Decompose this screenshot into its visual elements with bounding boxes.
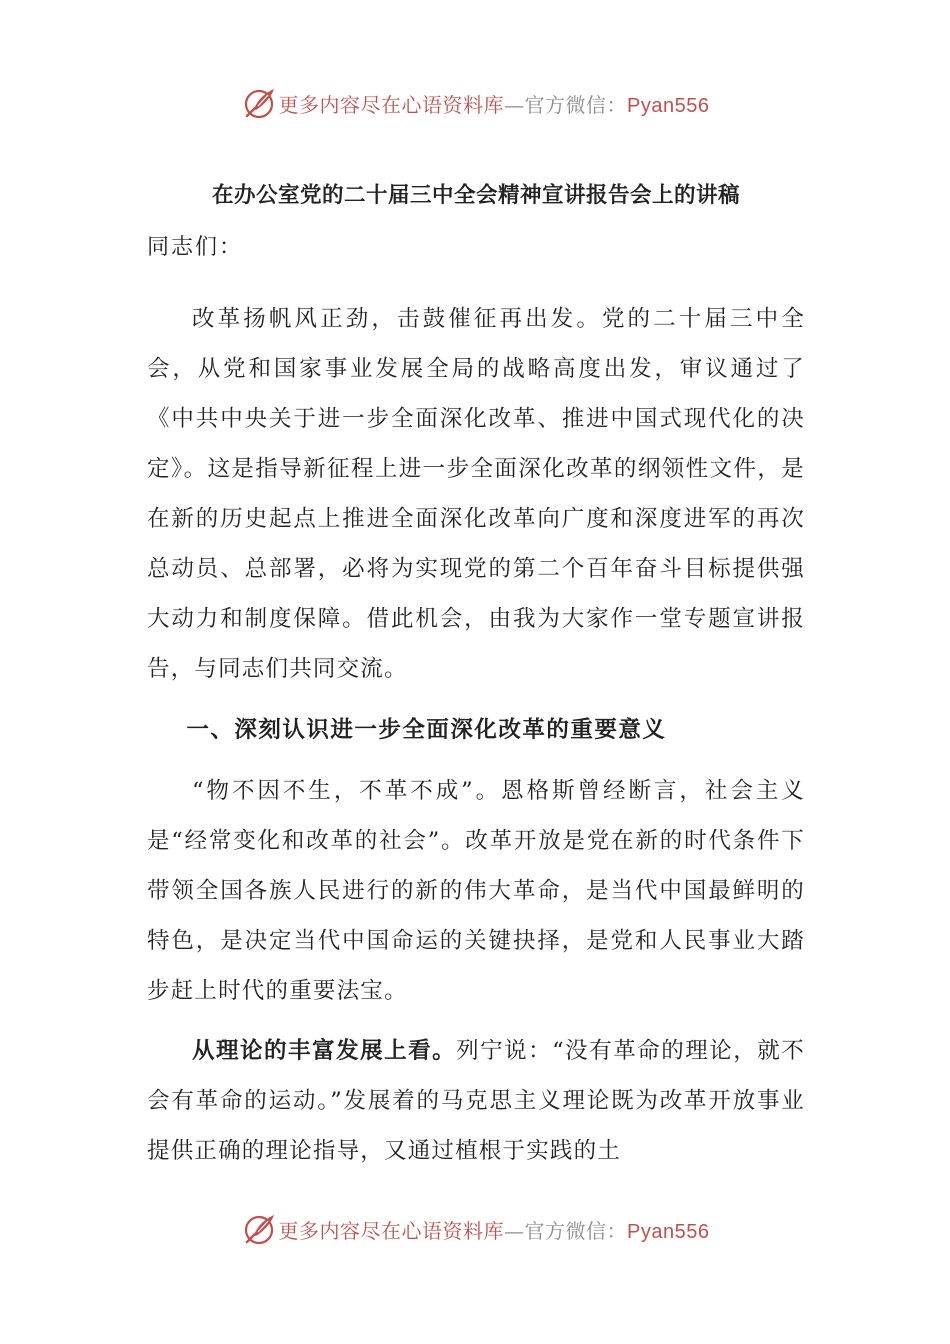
banner-text: [279, 89, 710, 118]
document-title: 在办公室党的二十届三中全会精神宣讲报告会上的讲稿: [211, 183, 740, 208]
header-banner: [0, 81, 950, 125]
banner-wechat-id: Pyan556: [627, 94, 710, 117]
paragraph-intro: 改革扬帆风正劲，击鼓催征再出发。党的二十届三中全会，从党和国家事业发展全局的战略高度出发，审议通过了《中共中央关于进一步全面深化改革、推进中国式现代化的决定》。这是指导新征程上进一步全面深化改革的纲领性文件，是在新的历史起点上推进全面深化改革向广度和深度进军的再次总动员、总部署，必将为实现党的第二个百年奋斗目标提供强大动力和制度保障。借此机会，由我为大家作一堂专题宣讲报告，与同志们共同交流。: [147, 306, 805, 682]
paragraph-significance: “物不因不生，不革不成”。恩格斯曾经断言，社会主义是“经常变化和改革的社会”。改革开放是党在新的时代条件下带领全国各族人民进行的新的伟大革命，是当代中国最鲜明的特色，是决定当代中国命运的关键抉择，是党和人民事业大踏步赶上时代的重要法宝。: [147, 778, 805, 1004]
banner-brand: 更多内容尽在心语资料库: [278, 1218, 505, 1243]
salutation: 同志们：: [147, 235, 244, 260]
banner-wechat-label: 官方微信：: [524, 92, 628, 117]
banner-separator: —: [504, 92, 525, 117]
paragraph-lead: 从理论的丰富发展上看。: [192, 1038, 457, 1064]
document-body: [147, 170, 805, 1176]
paragraph-theory: [147, 1026, 805, 1176]
banner-wechat-label: 官方微信：: [524, 1218, 628, 1243]
quill-pen-logo-icon: [241, 85, 277, 121]
banner-text: [279, 1215, 710, 1244]
paragraph-body: 列宁说：“没有革命的理论，就不会有革命的运动。”发展着的马克思主义理论既为改革开放事业提供正确的理论指导，又通过植根于实践的土: [147, 1038, 805, 1164]
banner-wechat-id: Pyan556: [627, 1220, 710, 1243]
banner-separator: —: [504, 1218, 525, 1243]
quill-pen-logo-icon: [241, 1211, 277, 1247]
footer-banner: [0, 1207, 950, 1251]
banner-brand: 更多内容尽在心语资料库: [278, 92, 505, 117]
section-heading: 一、深刻认识进一步全面深化改革的重要意义: [186, 717, 667, 743]
